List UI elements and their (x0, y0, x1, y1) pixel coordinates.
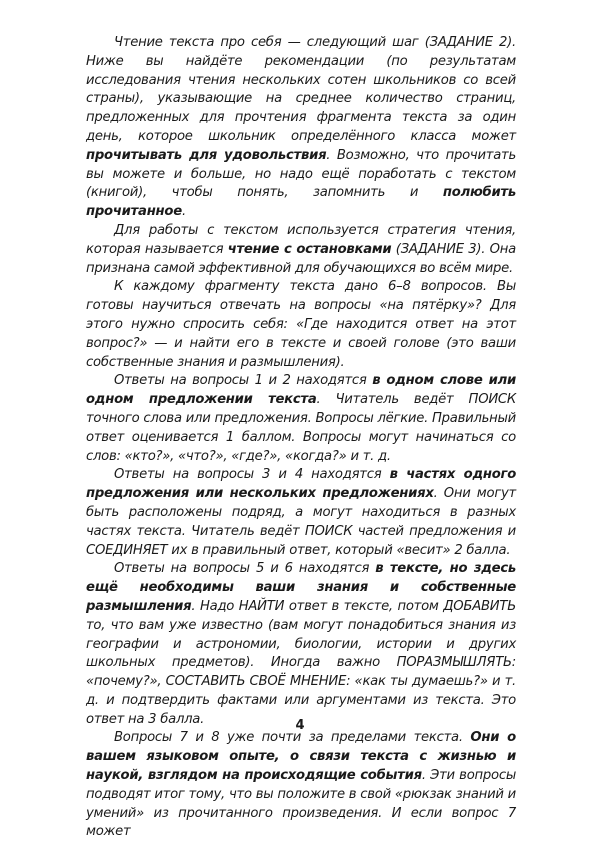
text-run: (ЗАДАНИЕ 3). Она признана самой эффективной для обучающихся во всём мире. (86, 241, 516, 276)
text-run: . Эти вопросы подводят итог тому, что вы положите в свой «рюкзак знаний и умений» из прочитанного произведения. И если вопрос 7 может (86, 768, 516, 840)
text-run: . Читатель ведёт ПОИСК точного слова или предложения. Вопросы лёгкие. Правильный ответ оценивается 1 баллом. Вопросы могут начинаться со слов: «кто?», «что?», «где?», «когда?» и т. д. (86, 392, 517, 464)
paragraph (86, 372, 516, 466)
text-run: Ответы на вопросы 1 и 2 находятся (114, 373, 373, 389)
paragraph (86, 34, 516, 222)
text-run: . (181, 204, 186, 220)
text-run: Ответы на вопросы 3 и 4 находятся (114, 467, 390, 483)
text-run: Ответы на вопросы 5 и 6 находятся (114, 561, 376, 577)
paragraph (86, 466, 516, 560)
bold-text-run: Они о вашем языковом опыте, о связи текста с жизнью и наукой, взглядом на происходящие события (86, 730, 516, 784)
text-run: К каждому фрагменту текста дано 6–8 вопросов. Вы готовы научиться отвечать на вопросы «на пятёрку»? Для этого нужно спросить себя: «Где находится ответ на этот вопрос?» — и найти его в тексте и своей голове (это ваши собственные знания и размышления). (86, 279, 516, 370)
bold-text-run: полюбить прочитанное (86, 185, 516, 220)
text-run: Вопросы 7 и 8 уже почти за пределами текста. (114, 730, 471, 746)
paragraph (86, 729, 516, 842)
text-run: . Возможно, что прочитать вы можете и больше, но надо ещё поработать с текстом (книгой), чтобы понять, запомнить и (86, 147, 517, 201)
page-number: 4 (295, 718, 305, 733)
paragraph (86, 278, 516, 372)
bold-text-run: чтение с остановками (227, 241, 392, 257)
text-run: Для работы с текстом используется стратегия чтения, которая называется (86, 222, 516, 257)
bold-text-run: прочитывать для удовольствия (86, 147, 327, 163)
bold-text-run: в частях одного предложения или нескольких предложениях (86, 467, 517, 502)
paragraph (86, 560, 516, 729)
paragraph (86, 222, 516, 278)
text-run: Чтение текста про себя — следующий шаг (ЗАДАНИЕ 2). Ниже вы найдёте рекомендации (по результатам исследования чтения нескольких сотен школьников со всей страны), указывающие на среднее количество страниц, предложенных для прочтения фрагмента текста за один день, которое школьник определённого класса может (86, 35, 516, 144)
bold-text-run: в тексте, но здесь ещё необходимы ваши знания и собственные размышления (86, 561, 517, 614)
bold-text-run: в одном слове или одном предложении текста (86, 373, 516, 408)
text-run: . Они могут быть расположены подряд, а могут находиться в разных частях текста. Читатель ведёт ПОИСК частей предложения и СОЕДИНЯЕТ их в правильный ответ, который «весит» 2 балла. (86, 486, 516, 558)
text-run: . Надо НАЙТИ ответ в тексте, потом ДОБАВИТЬ то, что вам уже известно (вам могут понадобиться знания из географии и астрономии, биологии, истории и других школьных предметов). Иногда важно ПОРАЗМЫШЛЯТЬ: «почему?», СОСТАВИТЬ СВОЁ МНЕНИЕ: «как ты думаешь?» и т. д. и подтвердить фактами или аргументами из текста. Это ответ на 3 балла. (86, 598, 516, 727)
